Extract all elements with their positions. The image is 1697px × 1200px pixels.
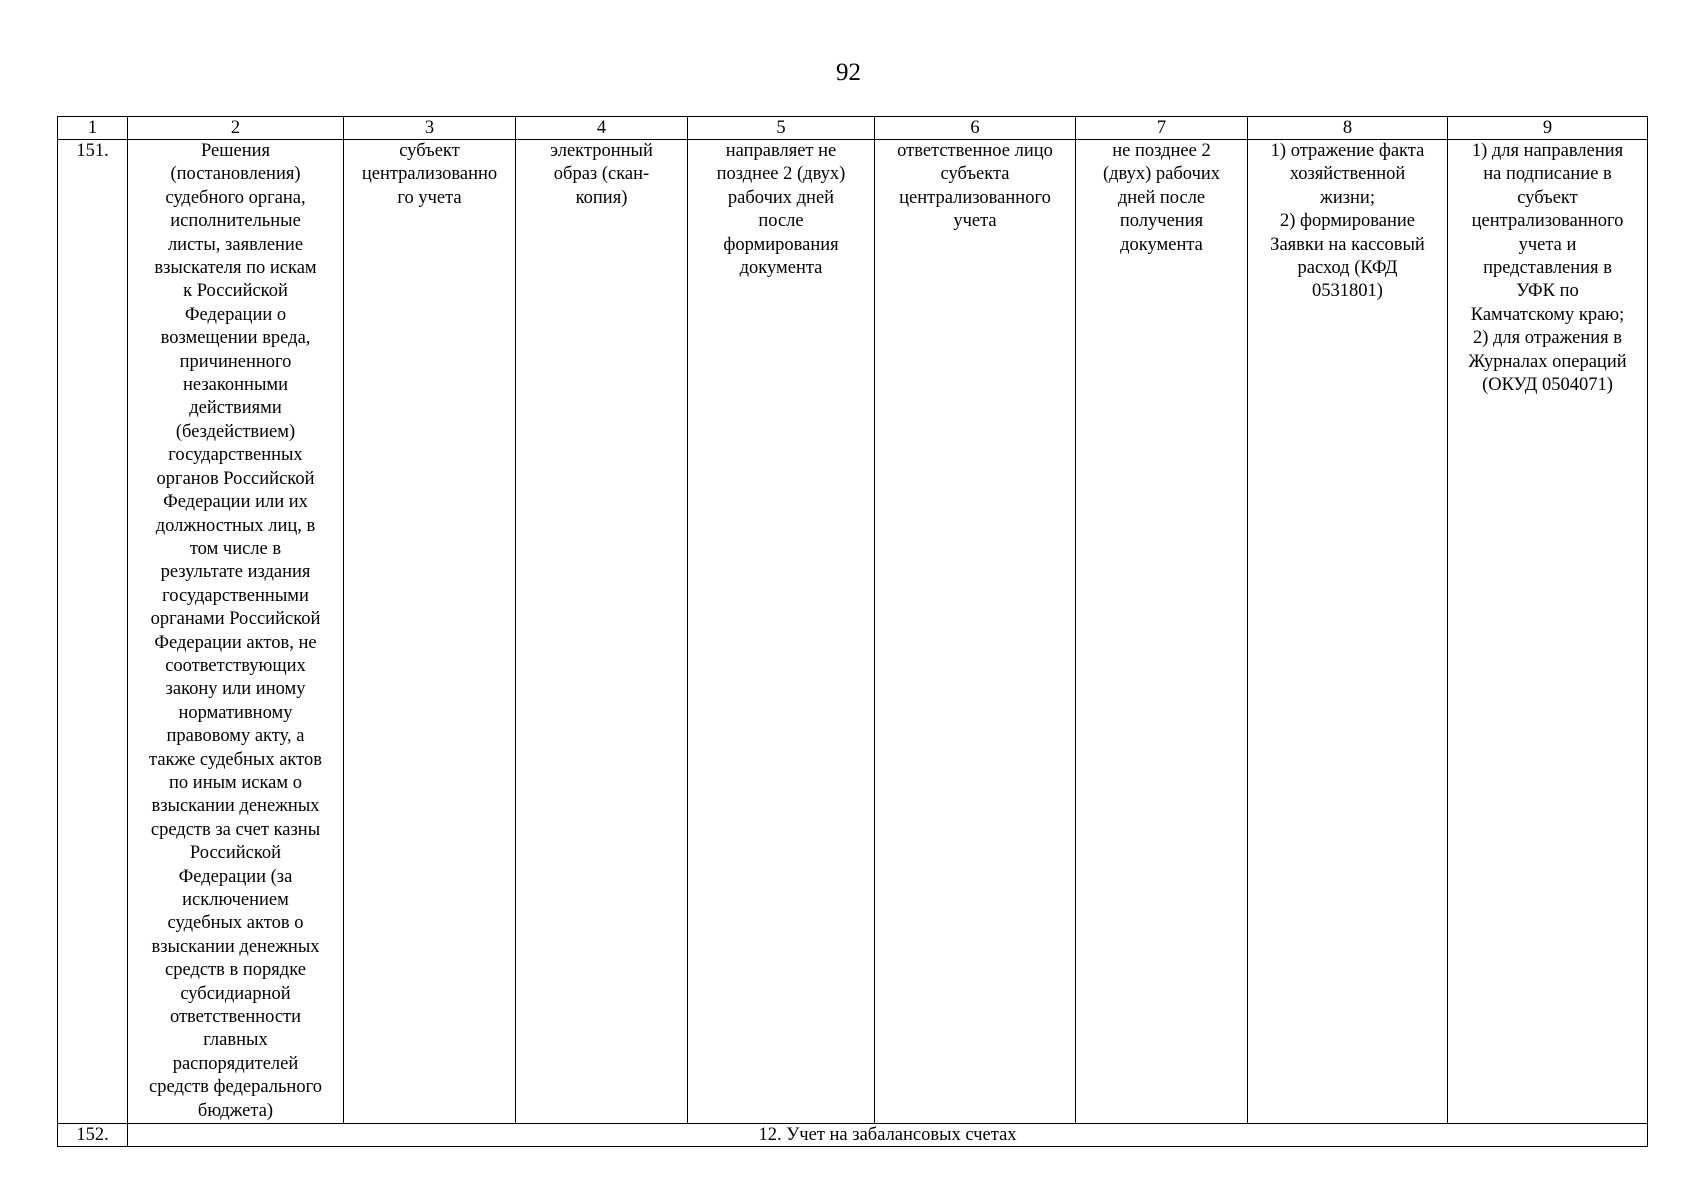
column-number-2: 2 <box>128 117 344 140</box>
action-cell: 1) отражение факта хозяйственной жизни; 2) формирование Заявки на кассовый расход (КФД 0531801) <box>1248 140 1448 1124</box>
creator-cell: субъект централизованно го учета <box>344 140 516 1124</box>
document-table <box>57 116 1648 1147</box>
section-title: 12. Учет на забалансовых счетах <box>128 1124 1648 1147</box>
recipient-cell: ответственное лицо субъекта централизованного учета <box>875 140 1076 1124</box>
row-number: 151. <box>58 140 128 1124</box>
submission-term-cell: направляет не позднее 2 (двух) рабочих дней после формирования документа <box>688 140 875 1124</box>
purpose-cell: 1) для направления на подписание в субъект централизованного учета и представления в УФК по Камчатскому краю; 2) для отражения в Журналах операций (ОКУД 0504071) <box>1448 140 1648 1124</box>
column-number-6: 6 <box>875 117 1076 140</box>
column-number-1: 1 <box>58 117 128 140</box>
column-number-row <box>58 117 1648 140</box>
table-row <box>58 1124 1648 1147</box>
table-row <box>58 140 1648 1124</box>
row-number: 152. <box>58 1124 128 1147</box>
document-name-cell: Решения (постановления) судебного органа, исполнительные листы, заявление взыскателя по искам к Российской Федерации о возмещении вреда, причиненного незаконными действиями (бездействием) государственных органов Российской Федерации или их должностных лиц, в том числе в результате издания государственными органами Российской Федерации актов, не соответствующих закону или иному нормативному правовому акту, а также судебных актов по иным искам о взыскании денежных средств за счет казны Российской Федерации (за исключением судебных актов о взыскании денежных средств в порядке субсидиарной ответственности главных распорядителей средств федерального бюджета) <box>128 140 344 1124</box>
column-number-7: 7 <box>1076 117 1248 140</box>
format-cell: электронный образ (скан- копия) <box>516 140 688 1124</box>
column-number-9: 9 <box>1448 117 1648 140</box>
column-number-5: 5 <box>688 117 875 140</box>
processing-term-cell: не позднее 2 (двух) рабочих дней после получения документа <box>1076 140 1248 1124</box>
page-number: 92 <box>836 59 861 86</box>
column-number-4: 4 <box>516 117 688 140</box>
column-number-3: 3 <box>344 117 516 140</box>
column-number-8: 8 <box>1248 117 1448 140</box>
